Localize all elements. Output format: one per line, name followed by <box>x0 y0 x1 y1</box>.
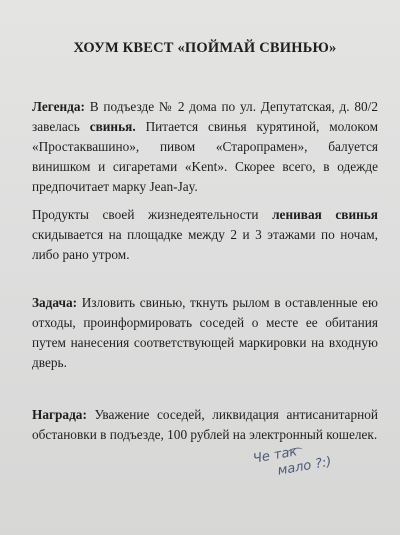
products-paragraph <box>32 205 378 265</box>
reward-label: Награда: <box>32 407 87 422</box>
legend-paragraph <box>32 97 378 197</box>
products-bold-lazy-pig: ленивая свинья <box>272 207 378 222</box>
task-label: Задача: <box>32 295 78 310</box>
products-text-end: скидывается на площадке между 2 и 3 этажами по ночам, либо рано утром. <box>32 227 378 262</box>
legend-text-start: В подъезде № 2 дома по ул. Депутатская, д. 80/2 завелась <box>32 99 378 134</box>
legend-label: Легенда: <box>32 99 85 114</box>
legend-bold-pig: свинья. <box>89 119 136 134</box>
handwritten-note-line-2: мало ?:) <box>276 454 333 479</box>
products-text-start: Продукты своей жизнедеятельности <box>32 207 273 222</box>
reward-text: Уважение соседей, ликвидация антисанитарной обстановки в подъезде, 100 рублей на электронный кошелек. <box>32 407 378 442</box>
task-paragraph <box>32 293 378 373</box>
task-text: Изловить свинью, ткнуть рылом в оставленные ею отходы, проинформировать соседей о месте ее обитания путем нанесения соответствующей маркировки на входную дверь. <box>32 295 378 370</box>
legend-text-end: Питается свинья курятиной, молоком «Простаквашино», пивом «Старопрамен», балуется винишком и сигаретами «Kent». Скорее всего, в одежде предпочитает марку Jean-Jay. <box>32 119 378 194</box>
document-title: ХОУМ КВЕСТ «ПОЙМАЙ СВИНЬЮ» <box>73 40 337 56</box>
handwritten-note-line-1: Че так <box>252 444 299 467</box>
